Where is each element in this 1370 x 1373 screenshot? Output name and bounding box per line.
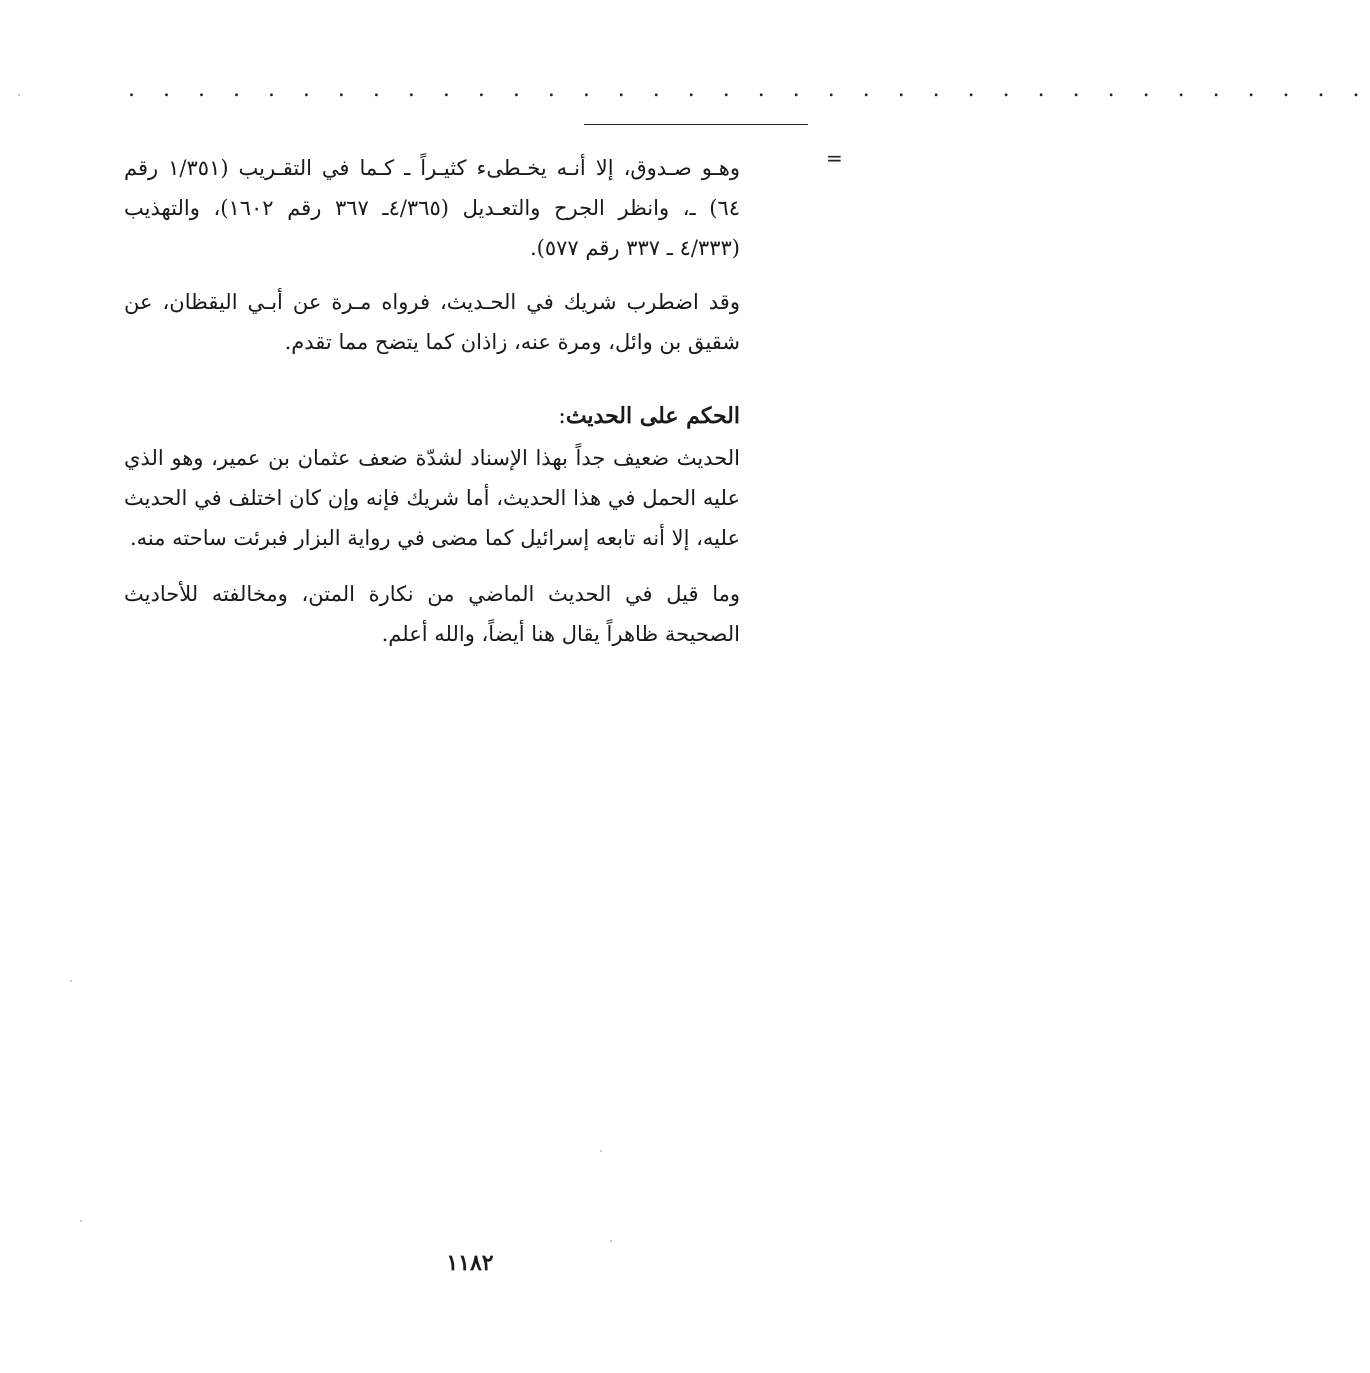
- scan-speck: [610, 1240, 612, 1242]
- section-heading: [558, 398, 740, 435]
- scan-speck: [80, 1220, 82, 1222]
- ruling-conclusion-paragraph: وما قيل في الحديث الماضي من نكارة المتن، ومخالفته للأحاديث الصحيحة ظاهراً يقال هنا أيضاً، والله أعلم.: [124, 582, 740, 646]
- footnote-paragraph-narrator: وهـو صـدوق، إلا أنـه يخـطىء كثيـراً ـ كـما في التقـريب (١/٣٥١ رقم ٦٤) ـ، وانظر الجرح والتعـديل (٤/٣٦٥ـ ٣٦٧ رقم ١٦٠٢)، والتهذيب (٤/٣٣٣ ـ ٣٣٧ رقم ٥٧٧).: [124, 156, 741, 260]
- footnote-rule: [584, 124, 808, 125]
- scan-speck: [600, 1150, 602, 1152]
- section-heading-colon: :: [558, 404, 566, 429]
- ruling-paragraph: الحديث ضعيف جداً بهذا الإسناد لشدّة ضعف عثمان بن عمير، وهو الذي عليه الحمل في هذا الحديث، أما شريك فإنه وإن كان اختلف في الحديث عليه، إلا أنه تابعه إسرائيل كما مضى في رواية البزار فبرئت ساحته منه.: [124, 446, 740, 550]
- section-heading-text: الحكم على الحديث: [565, 403, 740, 429]
- scan-speck: [18, 94, 20, 96]
- page-number: ١١٨٢: [446, 1250, 494, 1276]
- footnote-separator-dots: . . . . . . . . . . . . . . . . . . . . . . . . . . . . . . . . . . . .: [128, 77, 1370, 102]
- margin-continuation-mark: =: [826, 146, 843, 170]
- scan-speck: [70, 980, 72, 982]
- footnote-paragraph-idtirab: وقد اضطرب شريك في الحـديث، فرواه مـرة عن أبـي اليقظان، عن شقيق بن وائل، ومرة عنه، زاذان كما يتضح مما تقدم.: [124, 290, 740, 354]
